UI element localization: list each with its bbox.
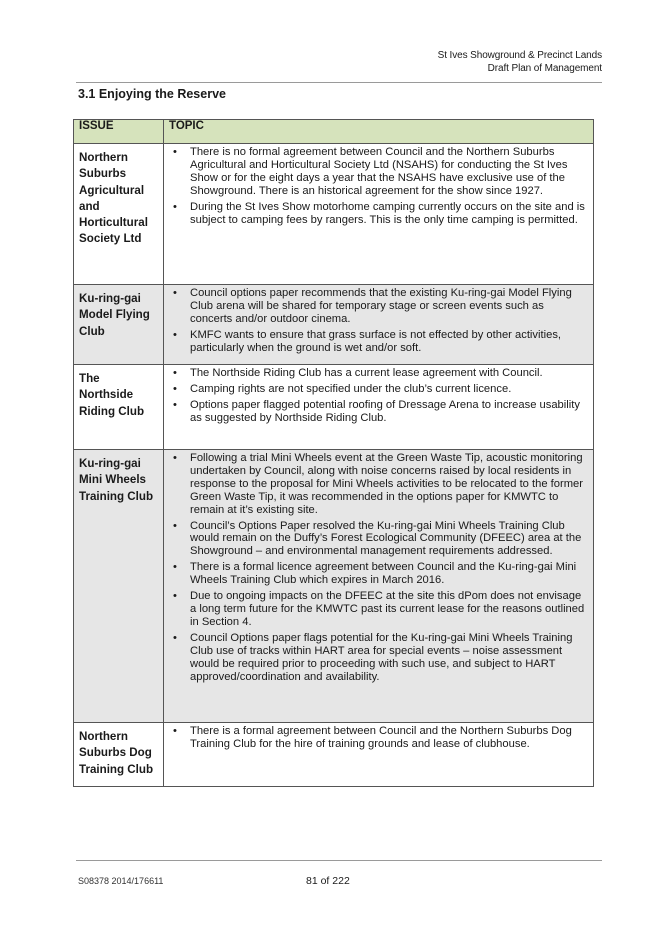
bullet-icon: • [173,519,177,532]
bullet-icon: • [173,631,177,644]
bullet-icon: • [173,382,177,395]
issue-line: Horticultural [79,216,148,230]
issue-cell [74,450,164,723]
bullet-icon: • [173,398,177,411]
issue-line: Riding Club [79,404,145,418]
topic-item [166,632,587,684]
bullet-icon: • [173,725,177,737]
document-header [438,50,602,75]
header-subtitle: Draft Plan of Management [487,62,602,74]
issues-table [73,119,594,787]
topic-list [166,452,587,683]
issue-line: Training Club [79,762,154,776]
issue-column-header: ISSUE [74,120,164,144]
issue-line: Society Ltd [79,232,142,246]
topic-text: The Northside Riding Club has a current lease agreement with Council. [190,367,543,379]
issue-line: Ku-ring-gai [79,457,141,470]
issue-line: Agricultural [79,183,145,197]
topic-item [166,367,587,380]
topic-cell [164,365,594,450]
issue-cell [74,365,164,450]
bullet-icon: • [173,328,177,341]
issue-line: Ku-ring-gai [79,292,141,305]
topic-item [166,329,587,355]
topic-text: There is a formal licence agreement between Council and the Ku-ring-gai Mini Wheels Training Club which expires in March 2016. [190,561,577,587]
bullet-icon: • [173,452,177,464]
topic-item [166,287,587,326]
topic-list [166,367,587,425]
section-title: 3.1 Enjoying the Reserve [78,87,226,101]
bullet-icon: • [173,146,177,158]
table-row [74,723,594,787]
bullet-icon: • [173,287,177,299]
bullet-icon: • [173,590,177,603]
issue-line: Model Flying [79,308,150,322]
issue-cell [74,144,164,285]
issue-line: Northern [79,151,128,164]
topic-text: Council Options paper flags potential for the Ku-ring-gai Mini Wheels Training Club use of tracks within HART area for special events – noise assessment would be required prior to proceeding with such use, and subject to HART approved/coordination and availability. [190,631,573,683]
topic-item [166,561,587,587]
topic-text: Following a trial Mini Wheels event at the Green Waste Tip, acoustic monitoring undertaken by Council, along with noise concerns raised by local residents in response to the proposal for Mini Wheels activities to be relocated to the former Green Waste Tip, it was recommended in the options paper for KMWTC to remain at it’s existing site. [190,452,583,516]
issue-line: Northern [79,730,128,743]
page-number: 81 of 222 [306,875,350,887]
topic-text: Camping rights are not specified under the club’s current licence. [190,382,512,395]
topic-text: There is a formal agreement between Council and the Northern Suburbs Dog Training Club for the hire of training grounds and lease of clubhouse. [190,725,572,750]
issue-line: Training Club [79,489,154,503]
topic-list [166,146,587,226]
topic-text: Due to ongoing impacts on the DFEEC at the site this dPom does not envisage a long term future for the KMWTC past its current lease for the reasons outlined in Section 4. [190,590,585,628]
topic-item [166,590,587,629]
topic-text: KMFC wants to ensure that grass surface is not effected by other activities, particularly when the ground is wet and/or soft. [190,328,562,354]
topic-item [166,725,587,751]
topic-item [166,146,587,198]
topic-cell [164,450,594,723]
topic-text: There is no formal agreement between Council and the Northern Suburbs Agricultural and Horticultural Society Ltd (NSAHS) for conducting the St Ives Show or for the eight days a year that the NSAHS have exclusive use of the Showground. There is an historical agreement for the show since 1927. [190,146,568,197]
topic-item [166,520,587,559]
topic-column-header: TOPIC [164,120,594,144]
issue-line: Suburbs Dog [79,746,152,760]
table-row [74,450,594,723]
bullet-icon: • [173,200,177,213]
topic-text: During the St Ives Show motorhome camping currently occurs on the site and is subject to camping fees by rangers. This is the only time camping is permitted. [190,200,585,226]
document-reference: S08378 2014/176611 [78,876,164,886]
footer-divider [76,860,602,861]
issue-line: Suburbs [79,167,127,181]
issue-line: and [79,199,100,213]
topic-text: Options paper flagged potential roofing of Dressage Arena to increase usability as suggested by Northside Riding Club. [190,398,580,424]
topic-list [166,725,587,751]
table-body [74,144,594,787]
issue-line: Northside [79,388,134,402]
table-row [74,365,594,450]
issue-line: Mini Wheels [79,473,146,487]
issue-cell [74,285,164,365]
topic-item [166,452,587,517]
bullet-icon: • [173,561,177,574]
topic-text: Council options paper recommends that the existing Ku-ring-gai Model Flying Club arena will be shared for temporary stage or screen events such as concerts and/or outdoor cinema. [190,287,572,325]
topic-item [166,383,587,396]
header-title: St Ives Showground & Precinct Lands [437,50,602,61]
topic-cell [164,285,594,365]
header-divider [76,82,602,83]
table-row [74,285,594,365]
bullet-icon: • [173,367,177,379]
table-row [74,144,594,285]
table-header-row [74,120,594,144]
issue-line: Club [79,324,105,338]
topic-list [166,287,587,355]
topic-cell [164,144,594,285]
topic-item [166,201,587,227]
topic-cell [164,723,594,787]
topic-text: Council’s Options Paper resolved the Ku-ring-gai Mini Wheels Training Club would remain on the Duffy’s Forest Ecological Community (DFEEC) area at the Showground – and environmental management requirements addressed. [190,519,582,558]
issue-cell [74,723,164,787]
topic-item [166,399,587,425]
issue-line: The [79,372,100,385]
